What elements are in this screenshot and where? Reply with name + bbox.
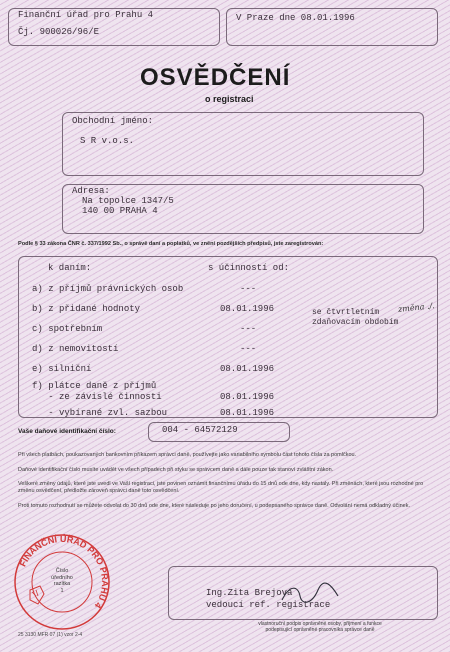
tax-row-label: e) silniční <box>32 364 92 374</box>
tax-row-label: - vybírané zvl. sazbou <box>32 408 168 418</box>
address-label: Adresa: <box>72 186 110 196</box>
tax-row-date: --- <box>240 284 257 294</box>
signer-name: Ing.Zita Brejová <box>206 588 293 598</box>
tax-row-note: se čtvrtletním zdaňovacím obdobím <box>312 308 399 327</box>
document-subtitle: o registraci <box>205 94 254 104</box>
legal-basis: Podle § 33 zákona ČNR č. 337/1992 Sb., o správě daní a poplatků, ve znění pozdějších předpisů, jste zaregistrován: <box>18 241 324 247</box>
handwritten-note: změna ./. <box>397 301 436 314</box>
reference-number: Čj. 900026/96/E <box>18 27 100 37</box>
tax-row-date: 08.01.1996 <box>220 304 275 314</box>
tax-row-date: --- <box>240 344 257 354</box>
paragraph-changes: Veškeré změny údajů, které jste uvedl ve Vaší registraci, jste povinen oznámit finančnímu úřadu do 15 dnů ode dne, kdy nastaly. Při změnách, které jsou rozhodné pro změnu osvědčení, předložte zároveň správci daně toto osvědčení. <box>18 481 424 494</box>
tax-id-value: 004 - 64572129 <box>162 425 238 435</box>
form-code: 25 3130 MFR 07 (1) vzor 2-4 <box>18 632 83 638</box>
tax-id-label: Vaše daňové identifikační číslo: <box>18 428 116 435</box>
address-line-1: Na topolce 1347/5 <box>82 196 174 206</box>
place-date: V Praze dne 08.01.1996 <box>236 13 355 23</box>
signer-position: vedoucí ref. registrace <box>206 600 331 610</box>
stamp-ring-text: FINANČNÍ ÚŘAD PRO PRAHU 4 <box>17 533 111 610</box>
signature-scribble <box>280 582 340 606</box>
paragraph-appeal: Proti tomuto rozhodnutí se můžete odvolat do 30 dnů ode dne, které následuje po jeho doručení, u podepsaného správce daně. Odvolání nemá odkladný účinek. <box>18 503 410 509</box>
taxes-header-right: s účinností od: <box>208 263 290 273</box>
tax-row-date: 08.01.1996 <box>220 408 275 418</box>
tax-row-label: - ze závislé činnosti <box>32 392 162 402</box>
document-title: OSVĚDČENÍ <box>140 64 291 91</box>
tax-row-label: a) z příjmů právnických osob <box>32 284 184 294</box>
tax-row-label: f) plátce daně z příjmů <box>32 381 157 391</box>
taxes-header-left: k daním: <box>48 263 92 273</box>
tax-row-date: 08.01.1996 <box>220 364 275 374</box>
paragraph-tax-id-use: Daňové identifikační číslo musíte uvádět ve všech případech při styku se správcem daně a dále pouze tak stanoví zvláštní zákon. <box>18 467 334 473</box>
paragraph-payments: Při všech platbách, poukazovaných bankovním příkazem správci daně, používejte jako variabilního symbolu část tohoto čísla za pomlčkou. <box>18 452 357 458</box>
tax-row-date: 08.01.1996 <box>220 392 275 402</box>
stamp-center-text: Číslo úředního razítka 1 <box>51 568 73 594</box>
address-line-2: 140 00 PRAHA 4 <box>82 206 158 216</box>
tax-row-date: --- <box>240 324 257 334</box>
coat-of-arms-icon <box>30 586 44 604</box>
tax-row-label: d) z nemovitostí <box>32 344 119 354</box>
tax-row-label: c) spotřebním <box>32 324 103 334</box>
business-name-value: S R v.o.s. <box>80 136 135 146</box>
business-name-label: Obchodní jméno: <box>72 116 154 126</box>
tax-row-label: b) z přidané hodnoty <box>32 304 141 314</box>
signature-caption: vlastnoruční podpis oprávněné osoby, příjmení a funkce podepisující oprávněné pracovníka správce daně <box>258 621 382 633</box>
office-name: Finanční úřad pro Prahu 4 <box>18 10 154 20</box>
